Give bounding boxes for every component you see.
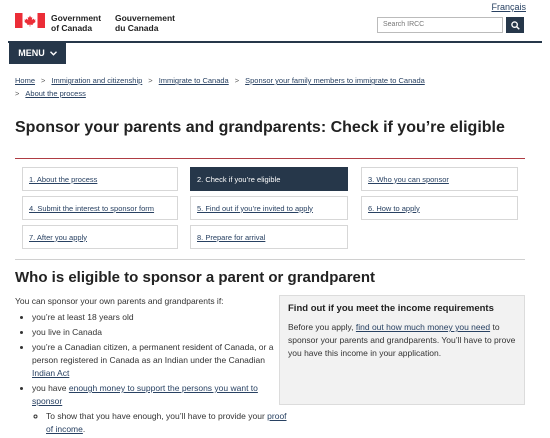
breadcrumb-immigrate-to-canada[interactable]: Immigrate to Canada [158, 76, 229, 85]
header-divider [8, 41, 542, 43]
list-item: • you’re at least 18 years old [32, 311, 287, 324]
step-6-how-to-apply[interactable]: 6. How to apply [361, 196, 518, 220]
title-underline [15, 158, 525, 159]
step-1-about-process[interactable]: 1. About the process [22, 167, 178, 191]
panel-body: Before you apply, find out how much money you need to sponsor your parents and grandparents. You’ll have to prove you have this income in your application. [288, 322, 516, 358]
search-icon [511, 21, 520, 30]
list-item: • you’re a Canadian citizen, a permanent resident of Canada, or a person registered in Canada as an Indian under the Canadian Indian Act [32, 341, 287, 380]
step-8-prepare-for-arrival[interactable]: 8. Prepare for arrival [190, 225, 348, 249]
breadcrumb-home[interactable]: Home [15, 76, 36, 85]
list-item: • you have enough money to support the persons you want to sponsor ◦ To show that you have enough, you’ll have to provide your proof of income. [32, 382, 287, 436]
breadcrumb-about-process[interactable]: About the process [25, 89, 86, 98]
search-input[interactable]: Search IRCC [377, 17, 503, 33]
step-4-submit-interest-form[interactable]: 4. Submit the interest to sponsor form [22, 196, 178, 220]
list-item: ◦ To show that you have enough, you’ll have to provide your proof of income. [46, 410, 287, 436]
enough-money-link[interactable]: enough money to support the persons you want to sponsor [32, 383, 258, 406]
find-out-money-link[interactable]: find out how much money you need [355, 322, 491, 332]
section-title: Who is eligible to sponsor a parent or grandparent [15, 269, 376, 286]
eligibility-intro: You can sponsor your own parents and grandparents if: [15, 296, 224, 306]
canada-flag-icon [15, 13, 45, 28]
menu-button[interactable] [9, 42, 66, 64]
menu-label: MENU [18, 48, 45, 58]
panel-title: Find out if you meet the income requirements [288, 303, 494, 314]
gouvernement-du-canada-wordmark: Gouvernement du Canada [115, 13, 175, 33]
section-divider [15, 259, 525, 260]
income-requirements-panel [279, 295, 525, 405]
language-toggle-link[interactable]: Français [491, 2, 526, 12]
eligibility-list [15, 311, 287, 438]
step-7-after-you-apply[interactable]: 7. After you apply [22, 225, 178, 249]
proof-of-income-link[interactable]: proof of income [46, 411, 287, 434]
indian-act-link[interactable]: Indian Act [32, 368, 70, 378]
breadcrumb: Home > Immigration and citizenship > Immigrate to Canada > Sponsor your family members to immigrate to Canada > About the process [15, 76, 425, 98]
step-5-find-out-if-invited[interactable]: 5. Find out if you’re invited to apply [190, 196, 348, 220]
breadcrumb-immigration-citizenship[interactable]: Immigration and citizenship [51, 76, 143, 85]
page-title: Sponsor your parents and grandparents: Check if you’re eligible [15, 119, 505, 136]
list-item: • you live in Canada [32, 326, 287, 339]
government-of-canada-wordmark: Government of Canada [51, 13, 102, 33]
step-3-who-you-can-sponsor[interactable]: 3. Who you can sponsor [361, 167, 518, 191]
breadcrumb-sponsor-family[interactable]: Sponsor your family members to immigrate to Canada [245, 76, 425, 85]
chevron-down-icon [50, 51, 57, 56]
search-button[interactable] [506, 17, 524, 33]
step-2-check-eligible[interactable]: 2. Check if you’re eligible [190, 167, 348, 191]
